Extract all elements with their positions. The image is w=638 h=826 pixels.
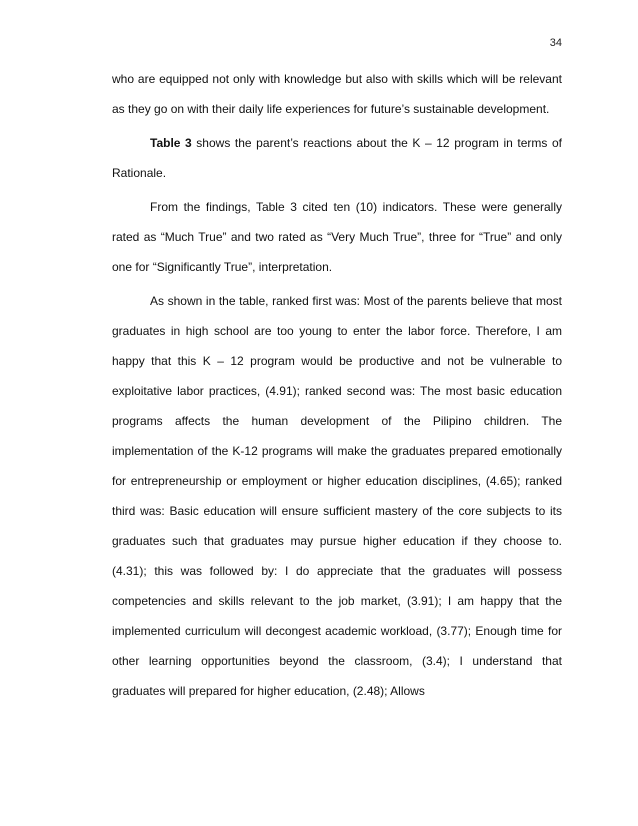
table-intro-text: shows the parent’s reactions about the K – 12 program in terms of Rationale. (112, 136, 562, 180)
paragraph-table-intro (112, 128, 562, 188)
paragraph-findings: From the findings, Table 3 cited ten (10) indicators. These were generally rated as “Much True” and two rated as “Very Much True”, three for “True” and only one for “Significantly True”, interpretation. (112, 200, 562, 274)
paragraph-rankings: As shown in the table, ranked first was: Most of the parents believe that most graduates in high school are too young to enter the labor force. Therefore, I am happy that this K – 12 program would be productive and not be vulnerable to exploitative labor practices, (4.91); ranked second was: The most basic education programs affects the human development of the Pilipino children. The implementation of the K-12 programs will make the graduates prepared emotionally for entrepreneurship or employment or higher education disciplines, (4.65); ranked third was: Basic education will ensure sufficient mastery of the core subjects to its graduates such that graduates may pursue higher education if they choose to. (4.31); this was followed by: I do appreciate that the graduates will possess competencies and skills relevant to the job market, (3.91); I am happy that the implemented curriculum will decongest academic workload, (3.77); Enough time for other learning opportunities beyond the classroom, (3.4); I understand that graduates will prepared for higher education, (2.48); Allows (112, 294, 562, 698)
paragraph-continuation: who are equipped not only with knowledge but also with skills which will be relevant as they go on with their daily life experiences for future’s sustainable development. (112, 72, 562, 116)
table-reference: Table 3 (150, 136, 192, 150)
body-text (112, 64, 562, 706)
page-number: 34 (549, 37, 562, 49)
